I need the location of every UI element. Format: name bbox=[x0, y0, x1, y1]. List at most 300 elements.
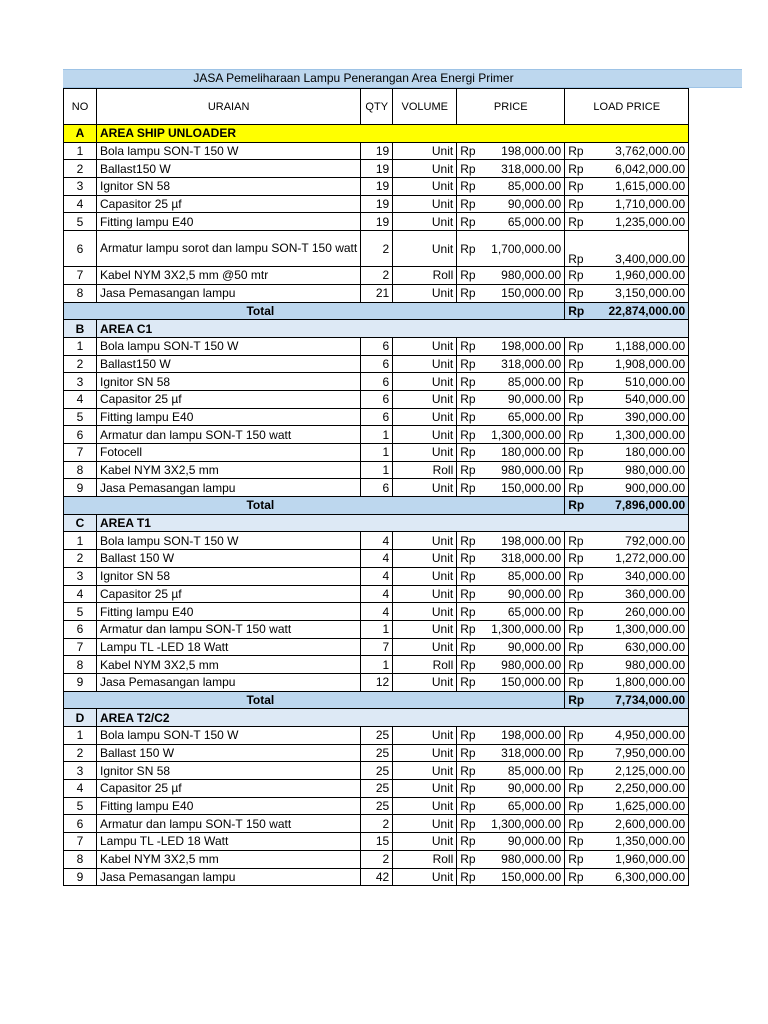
header-load-price: LOAD PRICE bbox=[565, 89, 689, 125]
row-no: 5 bbox=[64, 213, 97, 231]
table-row bbox=[64, 673, 689, 691]
row-load-price: 792,000.00 bbox=[590, 532, 689, 550]
row-qty: 1 bbox=[361, 444, 393, 462]
load-currency: Rp bbox=[565, 267, 590, 285]
row-load-price: 2,125,000.00 bbox=[590, 762, 689, 780]
table-row bbox=[64, 656, 689, 674]
price-currency: Rp bbox=[457, 390, 482, 408]
total-currency: Rp bbox=[565, 302, 590, 320]
total-label: Total bbox=[64, 497, 457, 515]
row-no: 4 bbox=[64, 195, 97, 213]
row-load-price: 4,950,000.00 bbox=[590, 727, 689, 745]
row-qty: 19 bbox=[361, 178, 393, 196]
row-no: 4 bbox=[64, 585, 97, 603]
table-row bbox=[64, 195, 689, 213]
row-description: Ignitor SN 58 bbox=[97, 567, 361, 585]
row-no: 2 bbox=[64, 355, 97, 373]
row-volume: Unit bbox=[393, 195, 457, 213]
row-load-price: 1,908,000.00 bbox=[590, 355, 689, 373]
table-row bbox=[64, 461, 689, 479]
price-currency: Rp bbox=[457, 797, 482, 815]
sheet-title: JASA Pemeliharaan Lampu Penerangan Area Energi Primer bbox=[193, 71, 514, 85]
load-currency: Rp bbox=[565, 744, 590, 762]
row-no: 6 bbox=[64, 426, 97, 444]
row-qty: 2 bbox=[361, 815, 393, 833]
row-price: 90,000.00 bbox=[482, 585, 565, 603]
row-volume: Unit bbox=[393, 815, 457, 833]
row-volume: Unit bbox=[393, 673, 457, 691]
row-qty: 1 bbox=[361, 620, 393, 638]
row-load-price: 6,042,000.00 bbox=[590, 160, 689, 178]
row-no: 1 bbox=[64, 532, 97, 550]
row-no: 1 bbox=[64, 727, 97, 745]
total-label: Total bbox=[64, 691, 457, 709]
row-price: 65,000.00 bbox=[482, 408, 565, 426]
row-description: Fitting lampu E40 bbox=[97, 797, 361, 815]
row-description: Lampu TL -LED 18 Watt bbox=[97, 638, 361, 656]
price-currency: Rp bbox=[457, 426, 482, 444]
row-volume: Unit bbox=[393, 284, 457, 302]
section-code: D bbox=[64, 709, 97, 727]
row-price: 1,300,000.00 bbox=[482, 815, 565, 833]
row-description: Fitting lampu E40 bbox=[97, 408, 361, 426]
row-load-price: 980,000.00 bbox=[590, 461, 689, 479]
table-row bbox=[64, 850, 689, 868]
price-currency: Rp bbox=[457, 355, 482, 373]
load-currency: Rp bbox=[565, 638, 590, 656]
table-row bbox=[64, 390, 689, 408]
row-description: Jasa Pemasangan lampu bbox=[97, 673, 361, 691]
price-currency: Rp bbox=[457, 373, 482, 391]
price-currency: Rp bbox=[457, 638, 482, 656]
price-currency: Rp bbox=[457, 337, 482, 355]
row-qty: 6 bbox=[361, 373, 393, 391]
row-price: 90,000.00 bbox=[482, 780, 565, 798]
table-row bbox=[64, 532, 689, 550]
table-row bbox=[64, 620, 689, 638]
row-no: 2 bbox=[64, 744, 97, 762]
row-price: 980,000.00 bbox=[482, 850, 565, 868]
row-volume: Unit bbox=[393, 142, 457, 160]
row-volume: Unit bbox=[393, 408, 457, 426]
row-no: 8 bbox=[64, 461, 97, 479]
row-no: 1 bbox=[64, 142, 97, 160]
table-row bbox=[64, 142, 689, 160]
row-qty: 19 bbox=[361, 142, 393, 160]
row-qty: 6 bbox=[361, 408, 393, 426]
row-price: 198,000.00 bbox=[482, 337, 565, 355]
price-currency: Rp bbox=[457, 868, 482, 886]
section-row bbox=[64, 125, 689, 143]
table-row bbox=[64, 408, 689, 426]
row-load-price: 1,188,000.00 bbox=[590, 337, 689, 355]
row-description: Ignitor SN 58 bbox=[97, 373, 361, 391]
row-description: Armatur lampu sorot dan lampu SON-T 150 watt bbox=[97, 231, 361, 267]
price-currency: Rp bbox=[457, 532, 482, 550]
price-currency: Rp bbox=[457, 267, 482, 285]
row-description: Capasitor 25 µf bbox=[97, 390, 361, 408]
row-qty: 15 bbox=[361, 833, 393, 851]
price-currency: Rp bbox=[457, 620, 482, 638]
row-load-price: 900,000.00 bbox=[590, 479, 689, 497]
row-price: 85,000.00 bbox=[482, 373, 565, 391]
row-load-price: 630,000.00 bbox=[590, 638, 689, 656]
row-load-price: 360,000.00 bbox=[590, 585, 689, 603]
row-volume: Unit bbox=[393, 160, 457, 178]
row-qty: 42 bbox=[361, 868, 393, 886]
row-load-price: 1,350,000.00 bbox=[590, 833, 689, 851]
row-price: 318,000.00 bbox=[482, 744, 565, 762]
total-value: 22,874,000.00 bbox=[590, 302, 689, 320]
row-load-price: 390,000.00 bbox=[590, 408, 689, 426]
row-no: 2 bbox=[64, 550, 97, 568]
row-description: Fotocell bbox=[97, 444, 361, 462]
load-currency: Rp bbox=[565, 213, 590, 231]
row-volume: Unit bbox=[393, 567, 457, 585]
total-spacer bbox=[457, 302, 565, 320]
row-no: 5 bbox=[64, 603, 97, 621]
row-qty: 1 bbox=[361, 426, 393, 444]
row-price: 65,000.00 bbox=[482, 213, 565, 231]
row-qty: 6 bbox=[361, 337, 393, 355]
row-qty: 1 bbox=[361, 656, 393, 674]
row-price: 318,000.00 bbox=[482, 355, 565, 373]
row-load-price: 510,000.00 bbox=[590, 373, 689, 391]
row-price: 980,000.00 bbox=[482, 461, 565, 479]
row-price: 90,000.00 bbox=[482, 195, 565, 213]
table-row bbox=[64, 284, 689, 302]
total-row bbox=[64, 497, 689, 515]
row-qty: 4 bbox=[361, 603, 393, 621]
row-price: 980,000.00 bbox=[482, 267, 565, 285]
row-qty: 25 bbox=[361, 797, 393, 815]
header-row bbox=[64, 89, 689, 125]
row-volume: Unit bbox=[393, 355, 457, 373]
row-description: Bola lampu SON-T 150 W bbox=[97, 727, 361, 745]
row-no: 7 bbox=[64, 267, 97, 285]
row-load-price: 180,000.00 bbox=[590, 444, 689, 462]
header-price: PRICE bbox=[457, 89, 565, 125]
load-currency: Rp bbox=[565, 390, 590, 408]
row-qty: 19 bbox=[361, 195, 393, 213]
row-no: 8 bbox=[64, 284, 97, 302]
load-currency: Rp bbox=[565, 355, 590, 373]
load-currency: Rp bbox=[565, 762, 590, 780]
price-currency: Rp bbox=[457, 567, 482, 585]
section-code: B bbox=[64, 320, 97, 338]
row-volume: Unit bbox=[393, 550, 457, 568]
total-row bbox=[64, 691, 689, 709]
row-qty: 2 bbox=[361, 267, 393, 285]
section-row bbox=[64, 514, 689, 532]
row-description: Fitting lampu E40 bbox=[97, 213, 361, 231]
row-description: Bola lampu SON-T 150 W bbox=[97, 142, 361, 160]
row-price: 198,000.00 bbox=[482, 532, 565, 550]
row-price: 150,000.00 bbox=[482, 673, 565, 691]
load-currency: Rp bbox=[565, 195, 590, 213]
load-currency: Rp bbox=[565, 284, 590, 302]
row-load-price: 1,960,000.00 bbox=[590, 267, 689, 285]
row-load-price: 1,615,000.00 bbox=[590, 178, 689, 196]
total-spacer bbox=[457, 497, 565, 515]
row-no: 7 bbox=[64, 833, 97, 851]
row-load-price: 6,300,000.00 bbox=[590, 868, 689, 886]
load-currency: Rp bbox=[565, 426, 590, 444]
load-currency: Rp bbox=[565, 408, 590, 426]
row-load-price: 340,000.00 bbox=[590, 567, 689, 585]
section-name: AREA T1 bbox=[97, 514, 689, 532]
total-label: Total bbox=[64, 302, 457, 320]
row-price: 85,000.00 bbox=[482, 762, 565, 780]
row-no: 7 bbox=[64, 638, 97, 656]
row-qty: 25 bbox=[361, 727, 393, 745]
table-row bbox=[64, 178, 689, 196]
load-currency: Rp bbox=[565, 603, 590, 621]
row-load-price: 1,710,000.00 bbox=[590, 195, 689, 213]
table-row bbox=[64, 479, 689, 497]
row-price: 65,000.00 bbox=[482, 797, 565, 815]
total-row bbox=[64, 302, 689, 320]
row-volume: Roll bbox=[393, 461, 457, 479]
row-volume: Unit bbox=[393, 603, 457, 621]
table-row bbox=[64, 444, 689, 462]
total-currency: Rp bbox=[565, 497, 590, 515]
load-currency: Rp bbox=[565, 850, 590, 868]
table-row bbox=[64, 231, 689, 267]
table-row bbox=[64, 550, 689, 568]
load-currency: Rp bbox=[565, 178, 590, 196]
price-currency: Rp bbox=[457, 727, 482, 745]
row-qty: 25 bbox=[361, 744, 393, 762]
price-currency: Rp bbox=[457, 780, 482, 798]
row-price: 150,000.00 bbox=[482, 479, 565, 497]
row-description: Jasa Pemasangan lampu bbox=[97, 868, 361, 886]
row-volume: Unit bbox=[393, 390, 457, 408]
row-description: Fitting lampu E40 bbox=[97, 603, 361, 621]
row-price: 85,000.00 bbox=[482, 567, 565, 585]
total-spacer bbox=[457, 691, 565, 709]
row-load-price: 1,272,000.00 bbox=[590, 550, 689, 568]
row-volume: Unit bbox=[393, 479, 457, 497]
table-row bbox=[64, 603, 689, 621]
row-load-price: 1,960,000.00 bbox=[590, 850, 689, 868]
price-currency: Rp bbox=[457, 160, 482, 178]
row-no: 6 bbox=[64, 231, 97, 267]
row-qty: 6 bbox=[361, 479, 393, 497]
row-volume: Unit bbox=[393, 373, 457, 391]
price-currency: Rp bbox=[457, 673, 482, 691]
price-currency: Rp bbox=[457, 195, 482, 213]
row-no: 4 bbox=[64, 390, 97, 408]
row-description: Capasitor 25 µf bbox=[97, 195, 361, 213]
row-load-price: 3,400,000.00 bbox=[590, 231, 689, 267]
row-description: Ignitor SN 58 bbox=[97, 178, 361, 196]
header-uraian: URAIAN bbox=[97, 89, 361, 125]
row-qty: 4 bbox=[361, 567, 393, 585]
row-description: Armatur dan lampu SON-T 150 watt bbox=[97, 620, 361, 638]
row-price: 1,700,000.00 bbox=[482, 231, 565, 267]
row-description: Ignitor SN 58 bbox=[97, 762, 361, 780]
row-qty: 6 bbox=[361, 390, 393, 408]
table-row bbox=[64, 585, 689, 603]
total-value: 7,896,000.00 bbox=[590, 497, 689, 515]
load-currency: Rp bbox=[565, 585, 590, 603]
row-no: 6 bbox=[64, 815, 97, 833]
row-load-price: 2,250,000.00 bbox=[590, 780, 689, 798]
price-currency: Rp bbox=[457, 815, 482, 833]
row-price: 150,000.00 bbox=[482, 284, 565, 302]
row-no: 3 bbox=[64, 567, 97, 585]
row-no: 7 bbox=[64, 444, 97, 462]
table-row bbox=[64, 833, 689, 851]
row-description: Kabel NYM 3X2,5 mm bbox=[97, 656, 361, 674]
row-volume: Unit bbox=[393, 868, 457, 886]
load-currency: Rp bbox=[565, 797, 590, 815]
row-description: Bola lampu SON-T 150 W bbox=[97, 337, 361, 355]
price-table bbox=[63, 88, 689, 886]
section-code: A bbox=[64, 125, 97, 143]
load-currency: Rp bbox=[565, 815, 590, 833]
row-load-price: 540,000.00 bbox=[590, 390, 689, 408]
row-load-price: 3,150,000.00 bbox=[590, 284, 689, 302]
price-currency: Rp bbox=[457, 550, 482, 568]
table-row bbox=[64, 567, 689, 585]
row-no: 3 bbox=[64, 178, 97, 196]
header-no: NO bbox=[64, 89, 97, 125]
row-volume: Unit bbox=[393, 585, 457, 603]
row-load-price: 2,600,000.00 bbox=[590, 815, 689, 833]
row-price: 90,000.00 bbox=[482, 390, 565, 408]
row-price: 198,000.00 bbox=[482, 727, 565, 745]
section-row bbox=[64, 709, 689, 727]
section-code: C bbox=[64, 514, 97, 532]
row-volume: Unit bbox=[393, 620, 457, 638]
row-description: Capasitor 25 µf bbox=[97, 780, 361, 798]
table-row bbox=[64, 780, 689, 798]
row-price: 198,000.00 bbox=[482, 142, 565, 160]
section-name: AREA T2/C2 bbox=[97, 709, 689, 727]
row-volume: Unit bbox=[393, 797, 457, 815]
row-no: 3 bbox=[64, 762, 97, 780]
row-volume: Unit bbox=[393, 231, 457, 267]
section-name: AREA SHIP UNLOADER bbox=[97, 125, 689, 143]
row-volume: Unit bbox=[393, 833, 457, 851]
row-qty: 7 bbox=[361, 638, 393, 656]
load-currency: Rp bbox=[565, 620, 590, 638]
row-qty: 6 bbox=[361, 355, 393, 373]
row-qty: 25 bbox=[361, 780, 393, 798]
row-volume: Unit bbox=[393, 426, 457, 444]
table-row bbox=[64, 762, 689, 780]
total-currency: Rp bbox=[565, 691, 590, 709]
load-currency: Rp bbox=[565, 231, 590, 267]
row-volume: Unit bbox=[393, 727, 457, 745]
row-load-price: 1,625,000.00 bbox=[590, 797, 689, 815]
row-volume: Unit bbox=[393, 780, 457, 798]
price-currency: Rp bbox=[457, 656, 482, 674]
row-description: Ballast 150 W bbox=[97, 744, 361, 762]
row-description: Ballast 150 W bbox=[97, 550, 361, 568]
row-volume: Unit bbox=[393, 638, 457, 656]
price-currency: Rp bbox=[457, 231, 482, 267]
row-description: Kabel NYM 3X2,5 mm bbox=[97, 850, 361, 868]
load-currency: Rp bbox=[565, 479, 590, 497]
row-volume: Roll bbox=[393, 267, 457, 285]
load-currency: Rp bbox=[565, 160, 590, 178]
table-row bbox=[64, 797, 689, 815]
row-price: 980,000.00 bbox=[482, 656, 565, 674]
row-qty: 1 bbox=[361, 461, 393, 479]
section-row bbox=[64, 320, 689, 338]
price-currency: Rp bbox=[457, 762, 482, 780]
row-volume: Roll bbox=[393, 656, 457, 674]
row-no: 5 bbox=[64, 797, 97, 815]
load-currency: Rp bbox=[565, 444, 590, 462]
row-description: Bola lampu SON-T 150 W bbox=[97, 532, 361, 550]
row-no: 5 bbox=[64, 408, 97, 426]
load-currency: Rp bbox=[565, 373, 590, 391]
row-qty: 19 bbox=[361, 213, 393, 231]
row-qty: 4 bbox=[361, 532, 393, 550]
row-qty: 12 bbox=[361, 673, 393, 691]
table-row bbox=[64, 373, 689, 391]
row-no: 6 bbox=[64, 620, 97, 638]
price-currency: Rp bbox=[457, 479, 482, 497]
row-qty: 2 bbox=[361, 231, 393, 267]
row-no: 9 bbox=[64, 868, 97, 886]
header-qty: QTY bbox=[361, 89, 393, 125]
row-no: 8 bbox=[64, 656, 97, 674]
table-row bbox=[64, 337, 689, 355]
row-volume: Unit bbox=[393, 762, 457, 780]
price-currency: Rp bbox=[457, 178, 482, 196]
row-description: Kabel NYM 3X2,5 mm @50 mtr bbox=[97, 267, 361, 285]
table-row bbox=[64, 727, 689, 745]
row-volume: Unit bbox=[393, 337, 457, 355]
row-volume: Roll bbox=[393, 850, 457, 868]
table-row bbox=[64, 160, 689, 178]
row-price: 180,000.00 bbox=[482, 444, 565, 462]
row-description: Jasa Pemasangan lampu bbox=[97, 284, 361, 302]
table-row bbox=[64, 868, 689, 886]
load-currency: Rp bbox=[565, 550, 590, 568]
price-currency: Rp bbox=[457, 142, 482, 160]
row-no: 2 bbox=[64, 160, 97, 178]
row-description: Jasa Pemasangan lampu bbox=[97, 479, 361, 497]
load-currency: Rp bbox=[565, 337, 590, 355]
row-volume: Unit bbox=[393, 178, 457, 196]
row-description: Ballast150 W bbox=[97, 355, 361, 373]
row-load-price: 1,800,000.00 bbox=[590, 673, 689, 691]
row-price: 85,000.00 bbox=[482, 178, 565, 196]
row-load-price: 260,000.00 bbox=[590, 603, 689, 621]
price-currency: Rp bbox=[457, 461, 482, 479]
price-currency: Rp bbox=[457, 408, 482, 426]
row-volume: Unit bbox=[393, 532, 457, 550]
load-currency: Rp bbox=[565, 780, 590, 798]
load-currency: Rp bbox=[565, 461, 590, 479]
row-volume: Unit bbox=[393, 444, 457, 462]
row-qty: 21 bbox=[361, 284, 393, 302]
load-currency: Rp bbox=[565, 868, 590, 886]
table-row bbox=[64, 815, 689, 833]
table-row bbox=[64, 213, 689, 231]
row-price: 150,000.00 bbox=[482, 868, 565, 886]
row-price: 1,300,000.00 bbox=[482, 426, 565, 444]
row-price: 318,000.00 bbox=[482, 160, 565, 178]
load-currency: Rp bbox=[565, 142, 590, 160]
load-currency: Rp bbox=[565, 567, 590, 585]
